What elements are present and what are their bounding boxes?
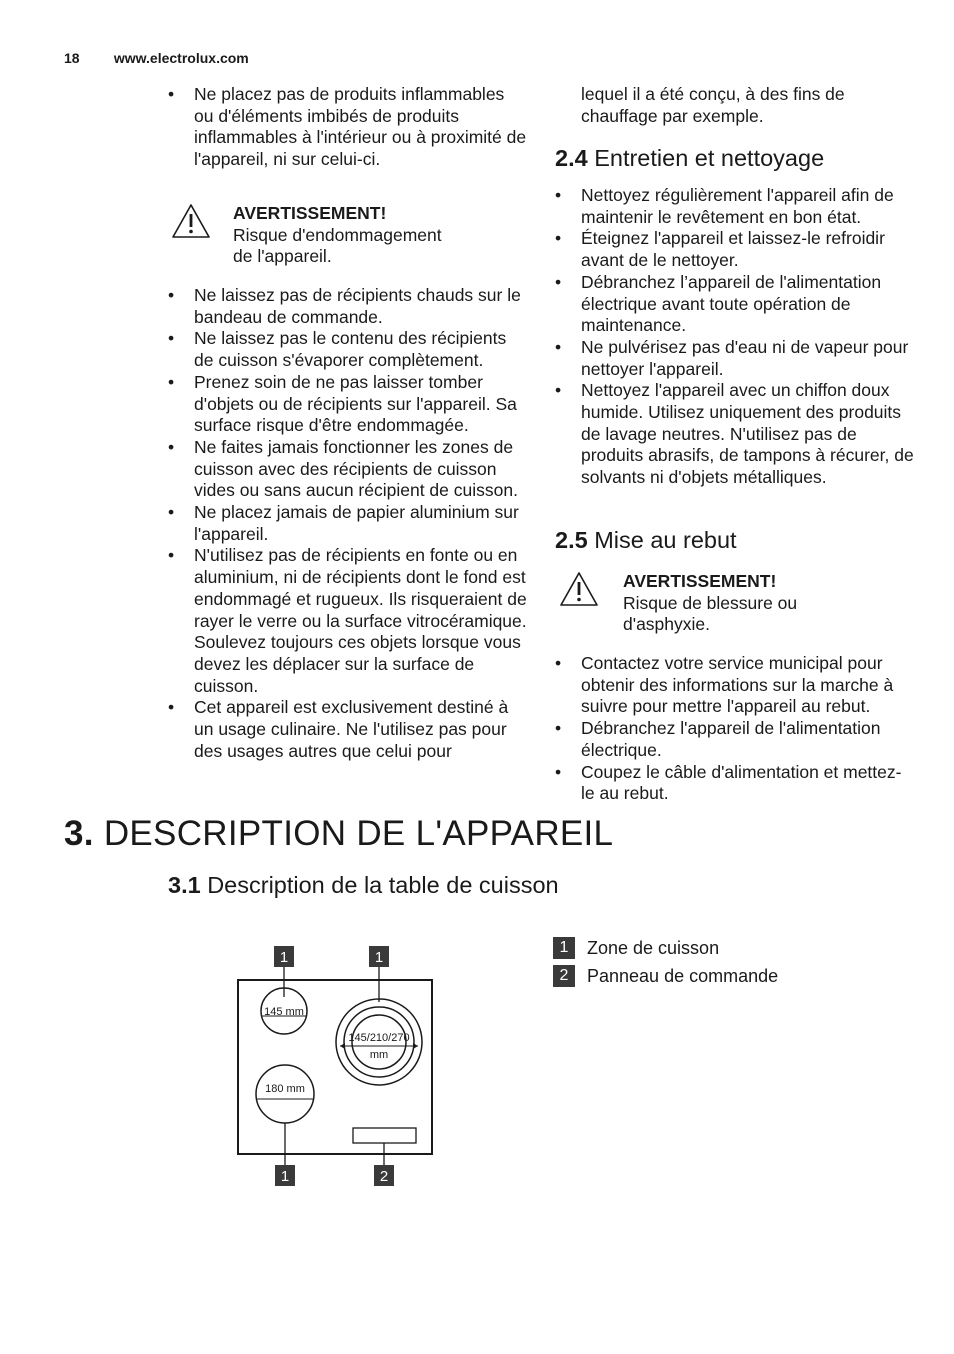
chapter-number: 3. — [64, 814, 94, 853]
svg-text:145 mm: 145 mm — [264, 1006, 304, 1018]
control-panel — [353, 1128, 416, 1143]
list-item: • Ne placez pas de produits inflammables ou d'éléments imbibés de produits inflammables à l'intérieur ou à proximité de l'appareil, ni sur celui-ci. — [168, 84, 528, 171]
cooking-zone-triple — [336, 999, 422, 1085]
svg-text:1: 1 — [374, 949, 384, 966]
list-item: • Éteignez l'appareil et laissez-le refroidir avant de le nettoyer. — [555, 228, 915, 271]
warning-damage — [171, 203, 521, 269]
section-number: 3.1 — [168, 872, 201, 898]
list-item: • Coupez le câble d'alimentation et mettez-le au rebut. — [555, 762, 915, 805]
section-heading-2-4 — [555, 145, 824, 172]
list-item: • Ne laissez pas de récipients chauds sur le bandeau de commande. — [168, 285, 530, 328]
warning-line: Risque de blessure ou — [623, 592, 798, 613]
svg-text:145/210/270: 145/210/270 — [348, 1032, 410, 1044]
legend-number: 1 — [553, 937, 575, 959]
list-item: • Débranchez l'appareil de l'alimentation électrique. — [555, 718, 915, 761]
hob-diagram — [234, 944, 444, 1194]
page-number: 18 — [64, 50, 80, 66]
legend-text: Panneau de commande — [587, 965, 779, 986]
page-header — [64, 50, 249, 66]
callout-1-top-right — [369, 946, 389, 1002]
list-item: • Prenez soin de ne pas laisser tomber d'objets ou de récipients sur l'appareil. Sa surface risque d'être endommagée. — [168, 372, 530, 437]
list-item: • Ne faites jamais fonctionner les zones de cuisson avec des récipients de cuisson vides ou sans aucun récipient de cuisson. — [168, 437, 530, 502]
list-item: • Ne placez jamais de papier aluminium sur l'appareil. — [168, 502, 530, 545]
warning-injury — [559, 571, 909, 637]
legend-item — [553, 962, 778, 990]
section-title: Mise au rebut — [594, 527, 737, 553]
section-number: 2.4 — [555, 145, 588, 171]
svg-text:mm: mm — [369, 1049, 389, 1061]
warning-title: AVERTISSEMENT! — [623, 571, 777, 591]
legend-item — [553, 934, 778, 962]
section-2-4-bullets — [555, 185, 915, 489]
section-title: Description de la table de cuisson — [207, 872, 559, 898]
chapter-title: DESCRIPTION DE L'APPAREIL — [103, 814, 614, 853]
chapter-heading — [64, 814, 613, 854]
list-item: • N'utilisez pas de récipients en fonte ou en aluminium, ni de récipients dont le fond est endommagé et rugueux. Ils risqueraient de rayer le verre ou la surface vitrocéramique. Soulevez toujours ces objets lorsque vous devez les déplacer sur la surface de cuisson. — [168, 545, 530, 697]
svg-text:180 mm: 180 mm — [265, 1083, 305, 1095]
section-heading-2-5 — [555, 527, 737, 554]
warning-line: de l'appareil. — [233, 246, 332, 267]
continuation-text: lequel il a été conçu, à des fins de chauffage par exemple. — [581, 84, 845, 126]
legend-text: Zone de cuisson — [587, 937, 720, 958]
warning-title: AVERTISSEMENT! — [233, 203, 387, 223]
left-bullets-bottom — [168, 285, 530, 762]
section-title: Entretien et nettoyage — [594, 145, 825, 171]
section-heading-3-1 — [168, 872, 559, 899]
list-item: • Cet appareil est exclusivement destiné à un usage culinaire. Ne l'utilisez pas pour des usages autres que celui pour — [168, 697, 530, 762]
list-item: • Ne pulvérisez pas d'eau ni de vapeur pour nettoyer l'appareil. — [555, 337, 915, 380]
list-item: • Débranchez l’appareil de l'alimentation électrique avant toute opération de maintenance. — [555, 272, 915, 337]
callout-2-bottom — [374, 1143, 394, 1186]
website-link[interactable]: www.electrolux.com — [113, 50, 249, 66]
section-2-5-bullets — [555, 653, 915, 805]
list-item: • Ne laissez pas le contenu des récipients de cuisson s'évaporer complètement. — [168, 328, 530, 371]
warning-line: d'asphyxie. — [623, 614, 711, 635]
svg-text:2: 2 — [379, 1168, 389, 1185]
list-item: • Nettoyez régulièrement l'appareil afin de maintenir le revêtement en bon état. — [555, 185, 915, 228]
svg-text:1: 1 — [279, 949, 289, 966]
list-item: • Contactez votre service municipal pour obtenir des informations sur la marche à suivre pour mettre l'appareil au rebut. — [555, 653, 915, 718]
diagram-legend — [553, 934, 778, 990]
warning-triangle-icon — [171, 203, 211, 239]
list-item: • Nettoyez l'appareil avec un chiffon doux humide. Utilisez uniquement des produits de lavage neutres. N'utilisez pas de produits abrasifs, de tampons à récurer, de solvants ni d'objets métalliques. — [555, 380, 915, 489]
legend-number: 2 — [553, 965, 575, 987]
svg-text:1: 1 — [280, 1168, 290, 1185]
cooking-zone-front — [256, 1065, 314, 1123]
left-bullets-top — [168, 84, 528, 171]
warning-triangle-icon — [559, 571, 599, 607]
warning-line: Risque d'endommagement — [233, 224, 442, 245]
section-number: 2.5 — [555, 527, 588, 553]
